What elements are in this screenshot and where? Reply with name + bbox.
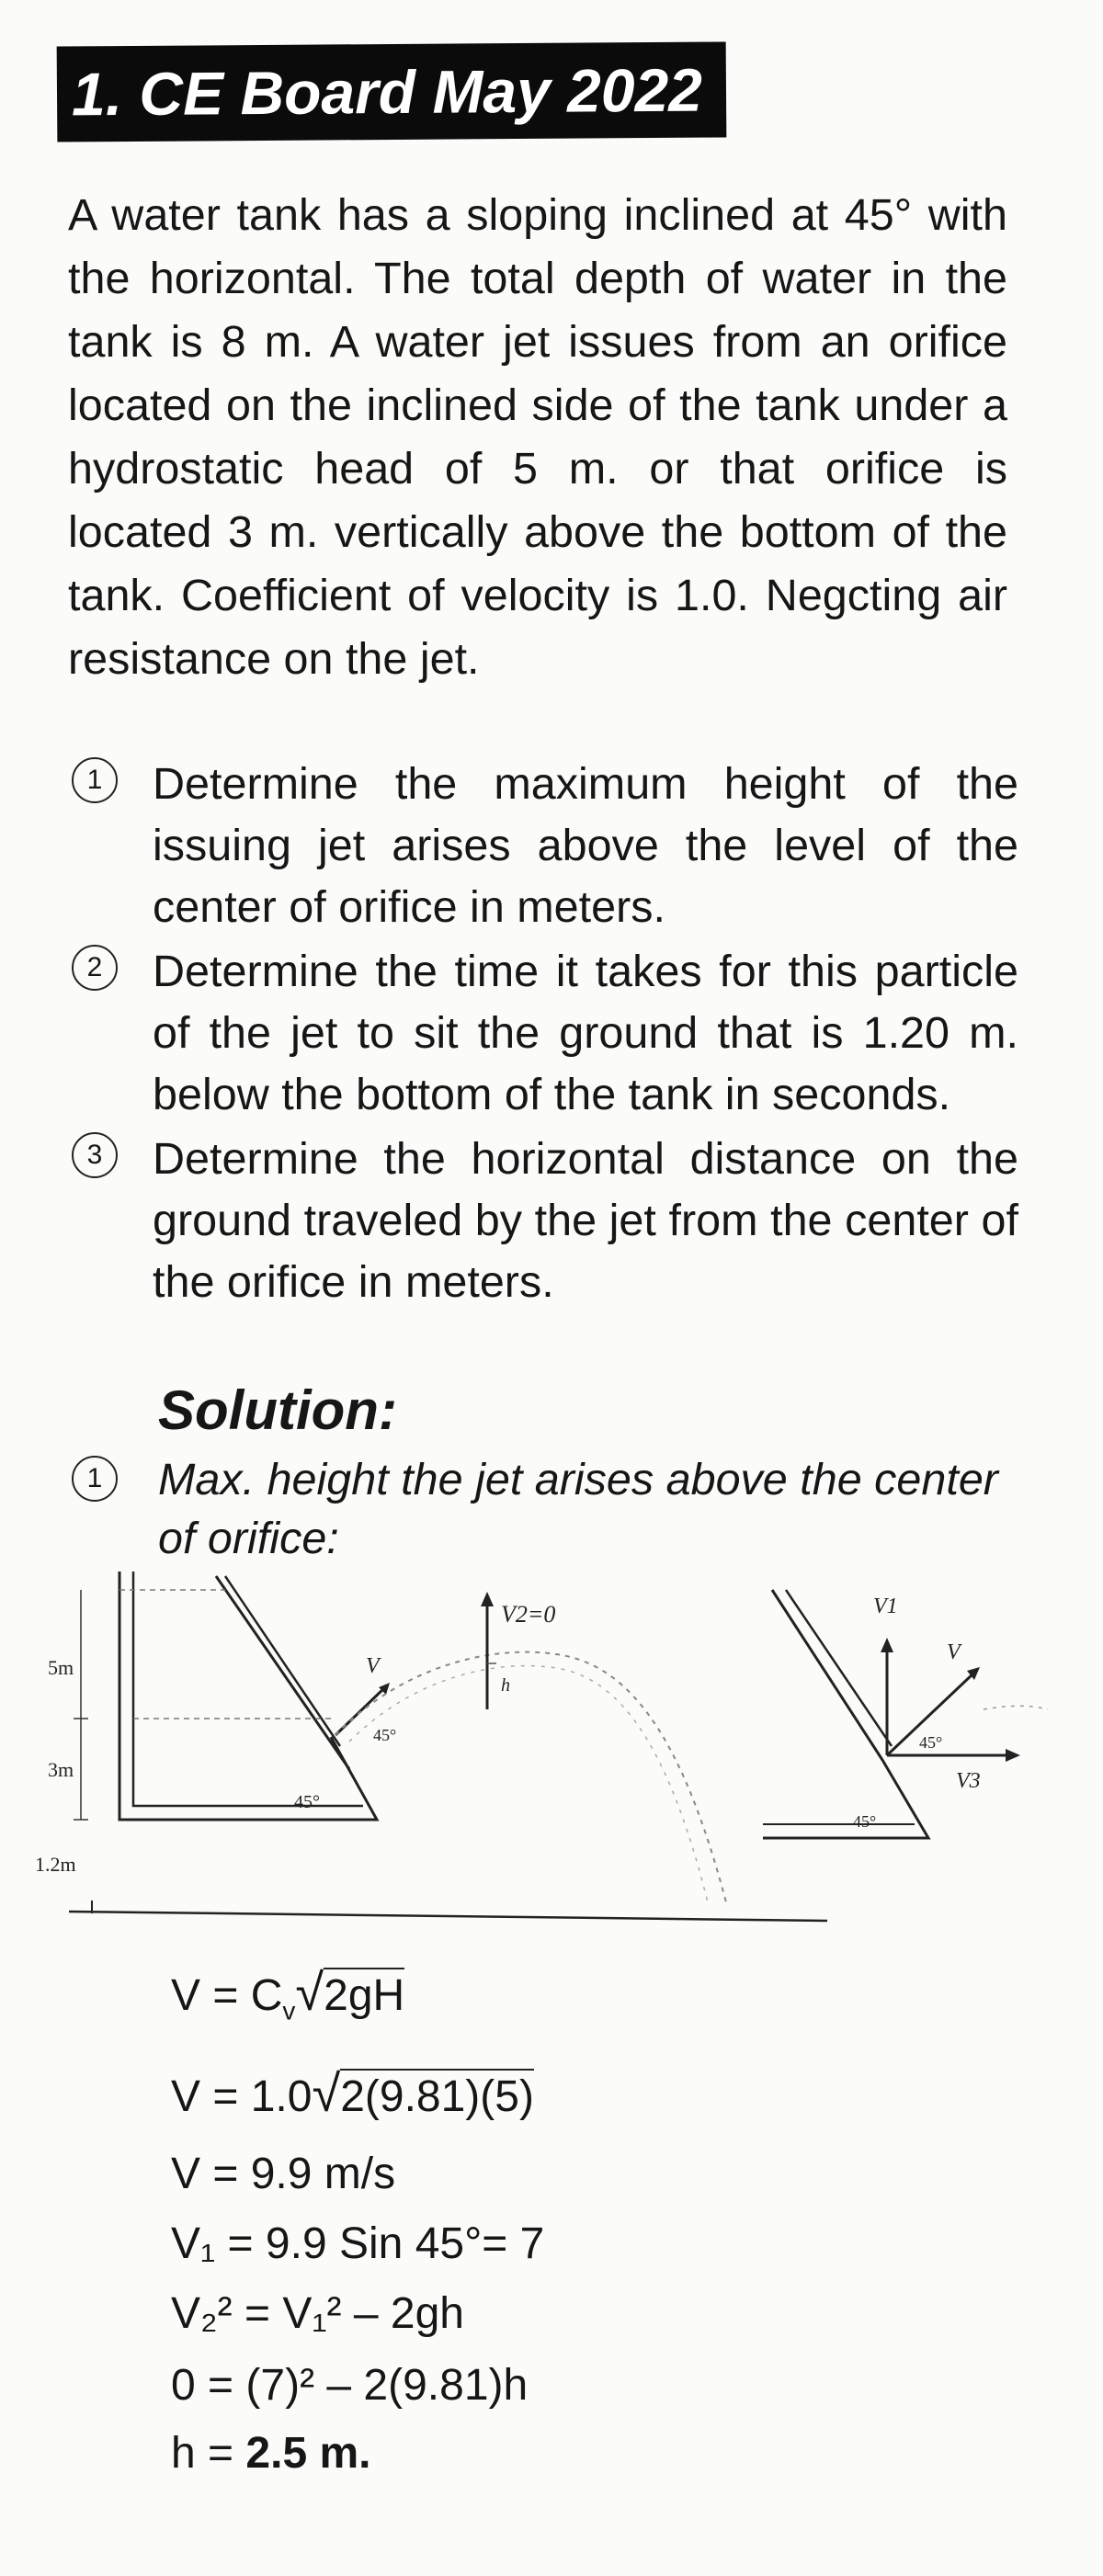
problem-title: 1. CE Board May 2022 bbox=[57, 41, 727, 142]
v3-label: V3 bbox=[956, 1769, 981, 1793]
v2-zero-label: V2=0 bbox=[501, 1601, 556, 1628]
problem-statement: A water tank has a sloping inclined at 45° with the horizontal. The total depth of water in the tank is 8 m. A water jet issues from an orifice located on the inclined side of the tank under a hydrostatic head of 5 m. or that orifice is located 3 m. vertically above the bottom of the tank. Coefficient of velocity is 1.0. Negcting air resistance on the jet. bbox=[68, 190, 1007, 684]
equation-1: $V = C_v√2gH$ bbox=[171, 1963, 405, 2026]
step-number: 1 bbox=[72, 1456, 118, 1502]
question-text: Determine the horizontal distance on the ground traveled by the jet from the center of the orifice in meters. bbox=[153, 1134, 1018, 1307]
equation-7: h = 2.5 m. bbox=[171, 2429, 371, 2478]
final-answer: 2.5 m. bbox=[245, 2429, 371, 2478]
tank-jet-diagram bbox=[18, 1553, 1066, 1962]
question-number: 3 bbox=[72, 1132, 118, 1178]
question-3 bbox=[72, 1129, 1018, 1313]
jet-trajectory bbox=[335, 1652, 726, 1902]
dim-1.2m: 1.2m bbox=[35, 1853, 76, 1876]
question-1 bbox=[72, 754, 1018, 938]
velocity-label: V bbox=[947, 1640, 961, 1664]
equation-5: V₂² = V₁² – 2gh bbox=[171, 2289, 464, 2338]
step-text: Max. height the jet arises above the center of orifice: bbox=[158, 1455, 998, 1563]
solution-step-1 bbox=[72, 1450, 1028, 1568]
equation-4: V₁ = 9.9 Sin 45°= 7 bbox=[171, 2219, 545, 2268]
height-label: h bbox=[501, 1675, 510, 1696]
angle-label: 45° bbox=[373, 1726, 397, 1744]
question-number: 2 bbox=[72, 945, 118, 991]
angle-label: 45° bbox=[294, 1792, 320, 1812]
dim-5m: 5m bbox=[48, 1656, 74, 1679]
angle-label: 45° bbox=[853, 1812, 877, 1831]
v1-label: V1 bbox=[873, 1594, 898, 1618]
angle-label: 45° bbox=[919, 1733, 943, 1752]
dim-3m: 3m bbox=[48, 1758, 74, 1781]
ground-line bbox=[69, 1912, 827, 1921]
equation-2: V = 1.0√2(9.81)(5) bbox=[171, 2064, 534, 2122]
equation-6: 0 = (7)² – 2(9.81)h bbox=[171, 2361, 529, 2410]
velocity-label: V bbox=[366, 1654, 380, 1678]
question-text: Determine the time it takes for this particle of the jet to sit the ground that is 1.20 m. below the bottom of the tank in seconds. bbox=[153, 947, 1018, 1119]
question-number: 1 bbox=[72, 757, 118, 803]
question-text: Determine the maximum height of the issuing jet arises above the level of the center of orifice in meters. bbox=[153, 759, 1018, 932]
equation-3: V = 9.9 m/s bbox=[171, 2150, 396, 2198]
question-2 bbox=[72, 941, 1018, 1126]
solution-heading: Solution: bbox=[158, 1379, 397, 1441]
